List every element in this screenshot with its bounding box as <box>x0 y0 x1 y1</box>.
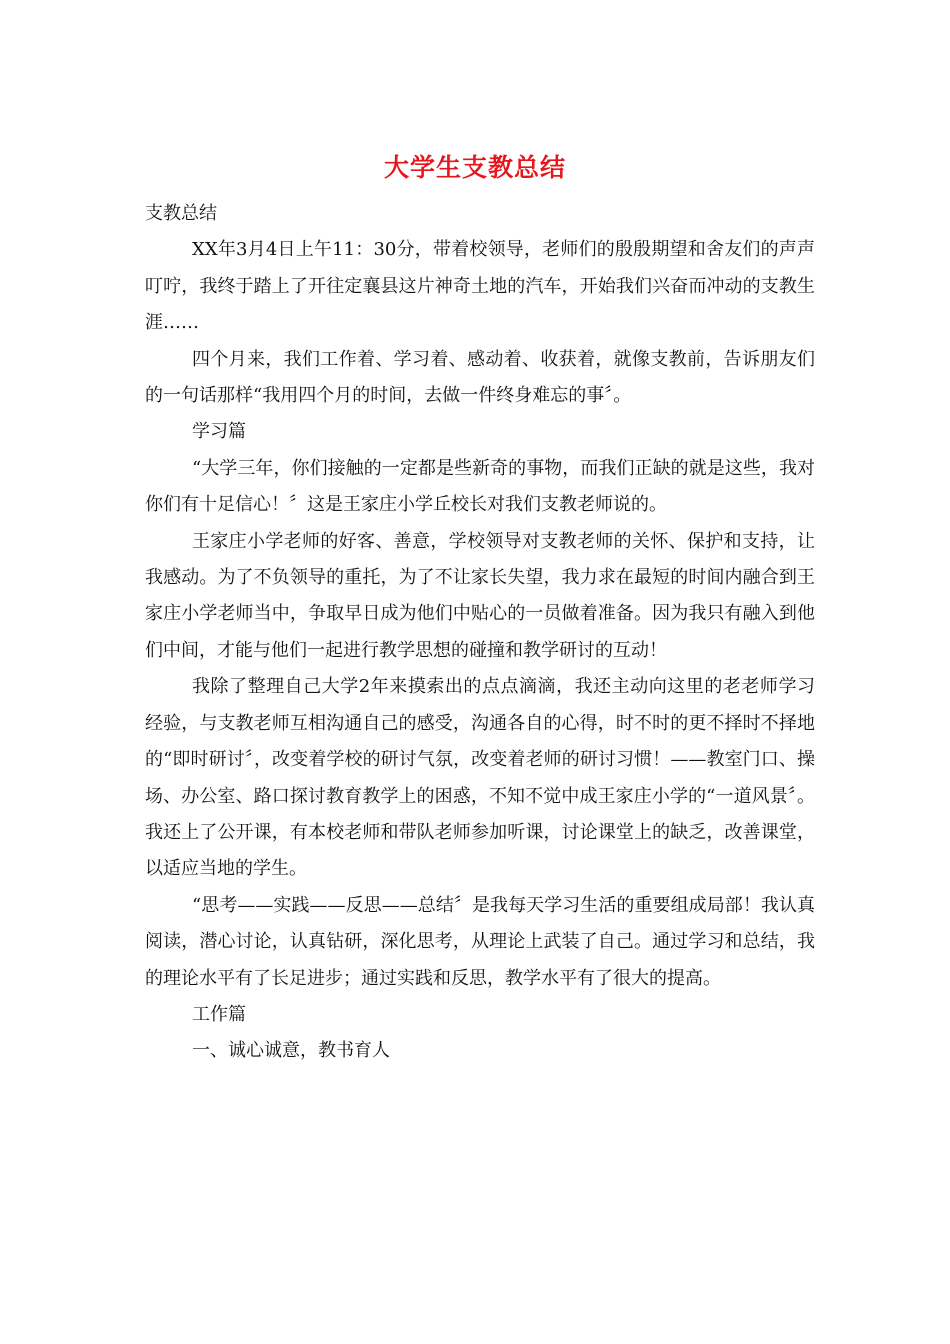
section-heading: 支教总结 <box>145 203 217 224</box>
paragraph: “大学三年，你们接触的一定都是些新奇的事物，而我们正缺的就是这些，我对你们有十足信心！〞这是王家庄小学丘校长对我们支教老师说的。 <box>145 457 815 516</box>
paragraph: XX年3月4日上午11：30分，带着校领导，老师们的殷殷期望和舍友们的声声叮咛，我终于踏上了开往定襄县这片神奇土地的汽车，开始我们兴奋而冲动的支教生涯…… <box>145 239 815 334</box>
paragraph: 四个月来，我们工作着、学习着、感动着、收获着，就像支教前，告诉朋友们的一句话那样“我用四个月的时间，去做一件终身难忘的事〞。 <box>145 348 815 407</box>
paragraph: 我除了整理自己大学2年来摸索出的点点滴滴，我还主动向这里的老老师学习经验，与支教老师互相沟通自己的感受，沟通各自的心得，时不时的更不择时不择地的“即时研讨〞，改变着学校的研讨气氛，改变着老师的研讨习惯！——教室门口、操场、办公室、路口探讨教育教学上的困惑，不知不觉中成王家庄小学的“一道风景〞。我还上了公开课，有本校老师和带队老师参加听课，讨论课堂上的缺乏，改善课堂，以适应当地的学生。 <box>145 676 815 880</box>
section-heading: 学习篇 <box>192 421 246 443</box>
subsection-heading: 一、诚心诚意，教书育人 <box>192 1040 390 1062</box>
document-body <box>145 196 815 1070</box>
paragraph: “思考——实践——反思——总结〞是我每天学习生活的重要组成局部！我认真阅读，潜心讨论，认真钻研，深化思考，从理论上武装了自己。通过学习和总结，我的理论水平有了长足进步；通过实践和反思，教学水平有了很大的提高。 <box>145 894 815 989</box>
section-heading: 工作篇 <box>192 1003 246 1025</box>
paragraph: 王家庄小学老师的好客、善意，学校领导对支教老师的关怀、保护和支持，让我感动。为了不负领导的重托，为了不让家长失望，我力求在最短的时间内融合到王家庄小学老师当中，争取早日成为他们中贴心的一员做着准备。因为我只有融入到他们中间，才能与他们一起进行教学思想的碰撞和教学研讨的互动！ <box>145 530 815 661</box>
document-title: 大学生支教总结 <box>383 153 566 182</box>
